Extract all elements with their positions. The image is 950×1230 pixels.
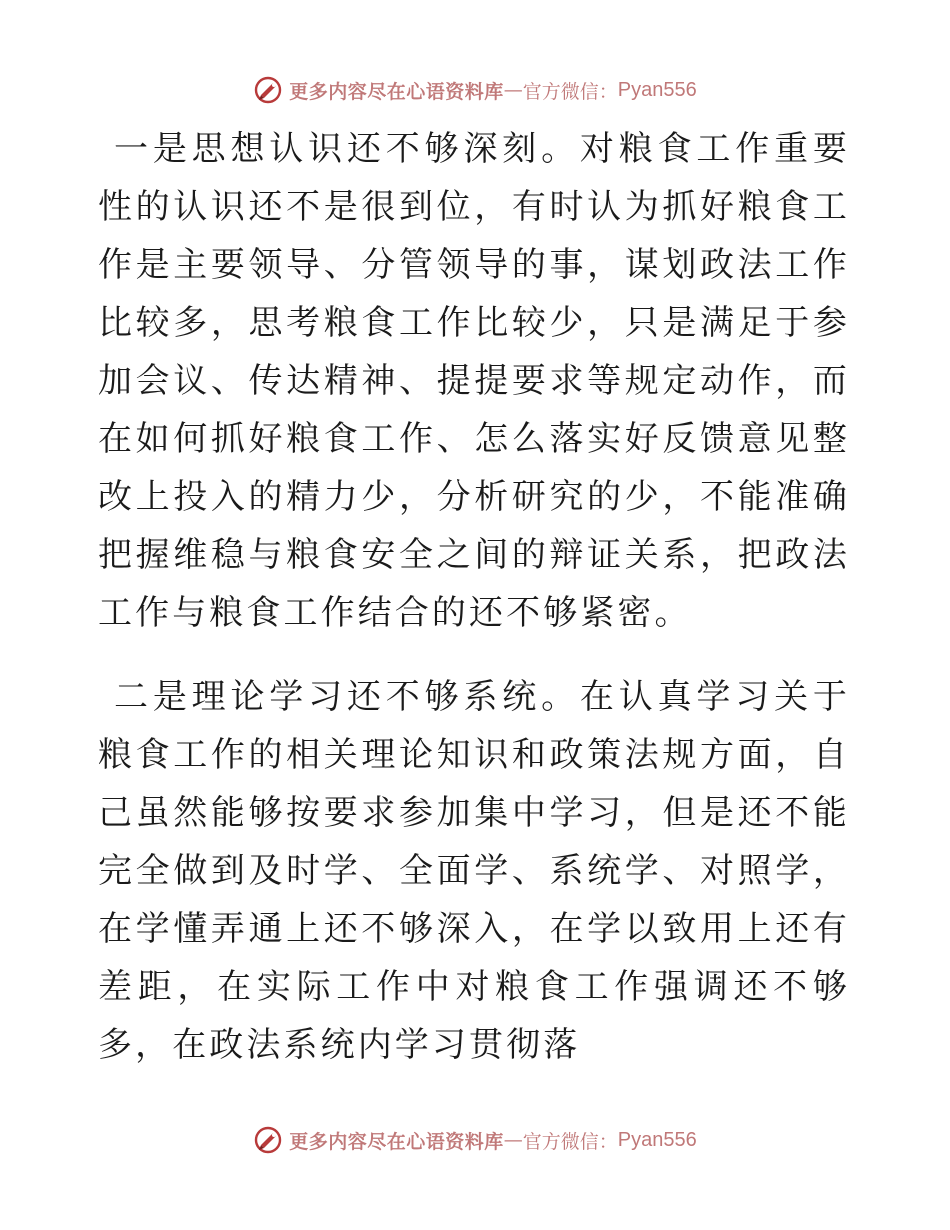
pen-circle-logo-icon bbox=[253, 75, 283, 105]
banner-dash: — bbox=[503, 79, 523, 101]
banner-main-text: 更多内容尽在心语资料库 bbox=[289, 80, 504, 103]
banner-wechat-label: 官方微信： bbox=[522, 1130, 618, 1153]
footer-banner bbox=[0, 1122, 950, 1158]
document-body bbox=[98, 120, 850, 1100]
header-banner bbox=[0, 72, 950, 108]
banner-dash: — bbox=[503, 1129, 523, 1151]
paragraph-1: 一是思想认识还不够深刻。对粮食工作重要性的认识还不是很到位，有时认为抓好粮食工作是主要领导、分管领导的事，谋划政法工作比较多，思考粮食工作比较少，只是满足于参加会议、传达精神、提提要求等规定动作，而在如何抓好粮食工作、怎么落实好反馈意见整改上投入的精力少，分析研究的少，不能准确把握维稳与粮食安全之间的辩证关系，把政法工作与粮食工作结合的还不够紧密。 bbox=[98, 129, 850, 633]
paragraph-2: 二是理论学习还不够系统。在认真学习关于粮食工作的相关理论知识和政策法规方面，自己虽然能够按要求参加集中学习，但是还不能完全做到及时学、全面学、系统学、对照学，在学懂弄通上还不够深入，在学以致用上还有差距，在实际工作中对粮食工作强调还不够多，在政法系统内学习贯彻落 bbox=[98, 677, 850, 1065]
pen-circle-logo-icon bbox=[253, 1125, 283, 1155]
banner-wechat-label: 官方微信： bbox=[522, 80, 618, 103]
banner-wechat-id: Pyan556 bbox=[617, 78, 697, 101]
banner-wechat-id: Pyan556 bbox=[617, 1128, 697, 1151]
banner-main-text: 更多内容尽在心语资料库 bbox=[289, 1130, 504, 1153]
